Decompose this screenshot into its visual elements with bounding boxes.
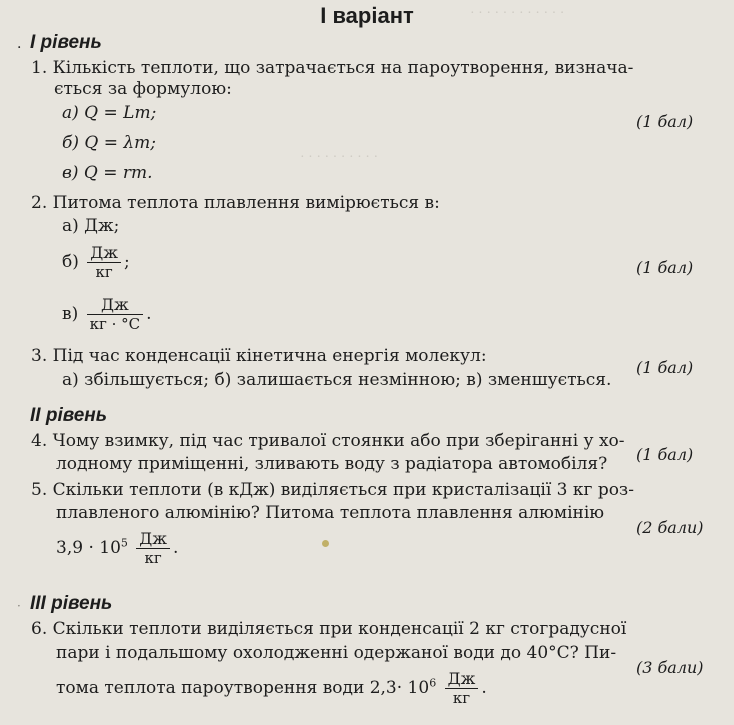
q3-text: 3. Під час конденсації кінетична енергія молекул: <box>31 346 487 366</box>
q1-text-line1: 1. Кількість теплоти, що затрачається на пароутворення, визнача- <box>31 58 634 78</box>
q5-text-line1: 5. Скільки теплоти (в кДж) виділяється при кристалізації 3 кг роз- <box>31 480 634 500</box>
q2-option-c-fraction <box>87 296 144 333</box>
page-title: І варіант <box>320 3 414 28</box>
fraction-numerator: Дж <box>136 530 170 549</box>
q3-options: а) збільшується; б) залишається незмінною; в) зменшується. <box>62 370 612 390</box>
q6-value: тома теплота пароутворення води 2,3· 10 <box>56 678 430 698</box>
q1-option-a: а) Q = Lm; <box>62 103 157 123</box>
q2-option-b <box>62 244 130 288</box>
punctuation: . <box>173 538 179 558</box>
q1-option-b: б) Q = λm; <box>62 133 157 153</box>
fraction-denominator: кг <box>95 263 113 281</box>
q1-text-line2: ється за формулою: <box>54 79 232 99</box>
q4-text-line2: лодному приміщенні, зливають воду з радіатора автомобіля? <box>56 454 608 474</box>
ink-mark <box>322 540 329 547</box>
q6-points: (3 бали) <box>636 658 704 677</box>
fraction-numerator: Дж <box>445 670 479 689</box>
q5-text-line2: плавленого алюмінію? Питома теплота плавлення алюмінію <box>56 503 605 523</box>
q2-option-b-fraction <box>87 244 121 281</box>
q2-text: 2. Питома теплота плавлення вимірюється в: <box>31 193 440 213</box>
q5-points: (2 бали) <box>636 518 704 537</box>
q5-exponent: 5 <box>120 536 128 550</box>
punctuation: ; <box>124 252 130 272</box>
punctuation: . <box>146 304 152 324</box>
fraction-denominator: кг · °С <box>89 315 141 333</box>
bleed-through-text: · · · · · · · · · · <box>300 150 379 165</box>
q6-unit-fraction <box>445 670 479 707</box>
margin-dot: · <box>17 40 22 56</box>
q1-option-c: в) Q = rm. <box>62 163 153 183</box>
fraction-denominator: кг <box>144 549 162 567</box>
margin-dot: · <box>17 599 21 613</box>
q4-text-line1: 4. Чому взимку, під час тривалої стоянки або при зберіганні у хо- <box>31 431 625 451</box>
q3-points: (1 бал) <box>636 358 694 377</box>
q2-option-a: а) Дж; <box>62 216 120 236</box>
q6-text-line2: пари і подальшому охолодженні одержаної води до 40°С? Пи- <box>56 643 617 663</box>
level-2-heading: ІІ рівень <box>30 405 108 426</box>
q5-unit-fraction <box>136 530 170 567</box>
q4-points: (1 бал) <box>636 445 694 464</box>
q5-coefficient: 3,9 · 10 <box>56 538 121 558</box>
q2-option-c-label: в) <box>62 304 79 324</box>
q2-points: (1 бал) <box>636 258 694 277</box>
q5-value <box>56 530 178 574</box>
punctuation: . <box>481 678 487 698</box>
fraction-denominator: кг <box>452 689 471 707</box>
q2-option-c <box>62 296 152 340</box>
q1-points: (1 бал) <box>636 112 694 131</box>
fraction-numerator: Дж <box>87 244 121 263</box>
q2-option-b-label: б) <box>62 252 79 272</box>
level-1-heading: І рівень <box>30 32 102 53</box>
bleed-through-text: · · · · · · · · · · · · <box>470 6 565 21</box>
level-3-heading: ІІІ рівень <box>30 593 113 614</box>
q6-exponent: 6 <box>429 676 437 690</box>
fraction-numerator: Дж <box>87 296 144 315</box>
q6-text-line3 <box>56 670 487 714</box>
q6-text-line1: 6. Скільки теплоти виділяється при конденсації 2 кг стоградусної <box>31 619 627 639</box>
